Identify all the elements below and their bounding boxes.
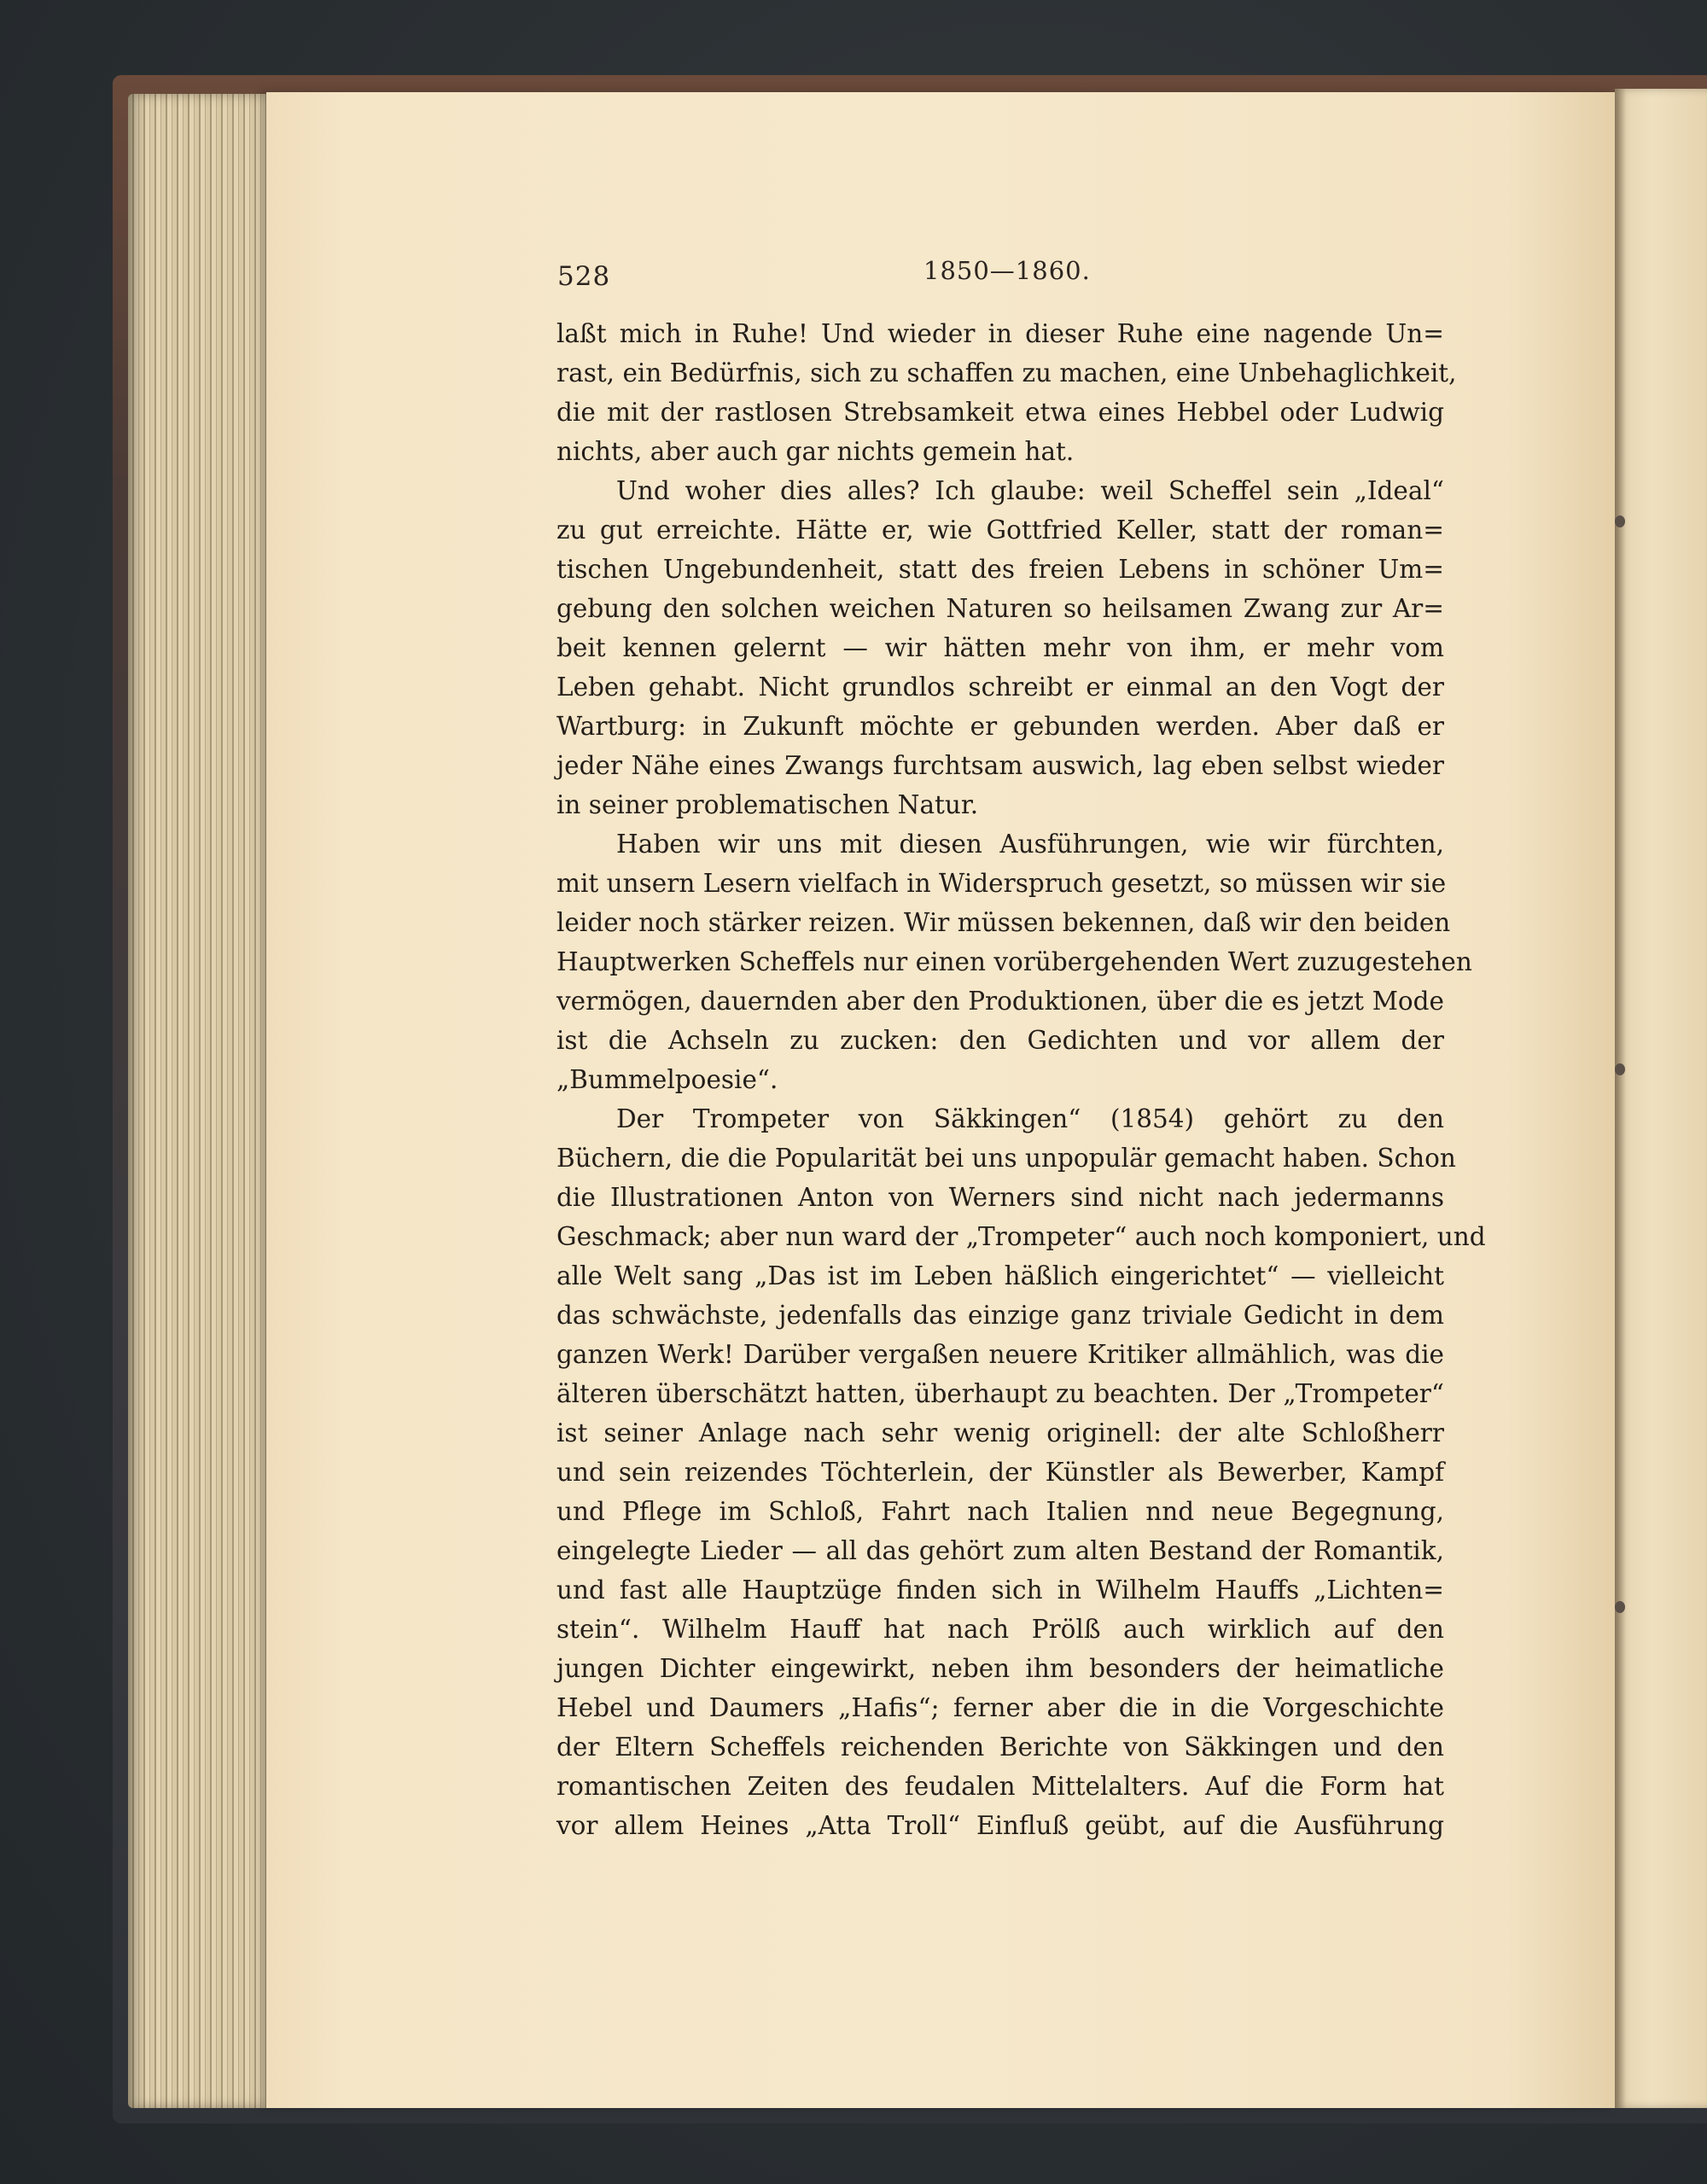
text-line: jungen Dichter eingewirkt, neben ihm besonders der heimatliche xyxy=(556,1654,1444,1683)
text-line: alle Welt sang „Das ist im Leben häßlich eingerichtet“ — vielleicht xyxy=(556,1261,1444,1290)
body-text xyxy=(556,314,1486,1845)
text-line: das schwächste, jedenfalls das einzige ganz triviale Gedicht in dem xyxy=(556,1301,1444,1330)
text-line: Büchern, die die Popularität bei uns unpopulär gemacht haben. Schon xyxy=(556,1144,1456,1173)
text-line: „Bummelpoesie“. xyxy=(556,1065,778,1094)
facing-page-edge xyxy=(1615,89,1707,2108)
text-line: mit unsern Lesern vielfach in Widerspruch gesetzt, so müssen wir sie xyxy=(556,869,1447,898)
text-line: die Illustrationen Anton von Werners sind nicht nach jedermanns xyxy=(556,1183,1444,1212)
page-number: 528 xyxy=(557,261,611,292)
text-line: leider noch stärker reizen. Wir müssen bekennen, daß wir den beiden xyxy=(556,908,1451,937)
text-line: der Eltern Scheffels reichenden Berichte von Säkkingen und den xyxy=(556,1733,1444,1762)
text-line: Wartburg: in Zukunft möchte er gebunden werden. Aber daß er xyxy=(556,712,1444,741)
text-line: Der Trompeter von Säkkingen“ (1854) gehört zu den xyxy=(616,1104,1444,1133)
text-line: und Pflege im Schloß, Fahrt nach Italien nnd neue Begegnung, xyxy=(556,1497,1444,1526)
text-line: gebung den solchen weichen Naturen so heilsamen Zwang zur Ar= xyxy=(556,594,1444,623)
text-line: stein“. Wilhelm Hauff hat nach Prölß auch wirklich auf den xyxy=(556,1615,1444,1644)
text-line: Hauptwerken Scheffels nur einen vorübergehenden Wert zuzugestehen xyxy=(556,947,1472,976)
text-line: nichts, aber auch gar nichts gemein hat. xyxy=(556,437,1075,466)
text-line: romantischen Zeiten des feudalen Mittelalters. Auf die Form hat xyxy=(556,1772,1444,1801)
text-line: rast, ein Bedürfnis, sich zu schaffen zu machen, eine Unbehaglichkeit, xyxy=(556,358,1457,387)
text-line: und fast alle Hauptzüge finden sich in Wilhelm Hauffs „Lichten= xyxy=(556,1575,1444,1605)
text-line: vor allem Heines „Atta Troll“ Einfluß geübt, auf die Ausführung xyxy=(556,1811,1444,1840)
text-line: Leben gehabt. Nicht grundlos schreibt er einmal an den Vogt der xyxy=(556,673,1444,702)
text-line: ganzen Werk! Darüber vergaßen neuere Kritiker allmählich, was die xyxy=(556,1340,1444,1369)
text-line: ist die Achseln zu zucken: den Gedichten und vor allem der xyxy=(556,1026,1444,1055)
text-line: Hebel und Daumers „Hafis“; ferner aber die in die Vorgeschichte xyxy=(556,1693,1444,1722)
text-line: Haben wir uns mit diesen Ausführungen, wie wir fürchten, xyxy=(616,830,1444,859)
text-line: jeder Nähe eines Zwangs furchtsam auswich, lag eben selbst wieder xyxy=(556,751,1444,780)
text-line: älteren überschätzt hatten, überhaupt zu beachten. Der „Trompeter“ xyxy=(556,1379,1444,1408)
binding-dot xyxy=(1615,1063,1625,1075)
text-line: tischen Ungebundenheit, statt des freien Lebens in schöner Um= xyxy=(556,555,1444,584)
text-line: in seiner problematischen Natur. xyxy=(556,790,979,819)
text-line: die mit der rastlosen Strebsamkeit etwa eines Hebbel oder Ludwig xyxy=(556,398,1444,427)
text-line: eingelegte Lieder — all das gehört zum alten Bestand der Romantik, xyxy=(556,1536,1444,1565)
text-line: und sein reizendes Töchterlein, der Künstler als Bewerber, Kampf xyxy=(556,1458,1444,1487)
text-line: laßt mich in Ruhe! Und wieder in dieser Ruhe eine nagende Un= xyxy=(556,319,1444,348)
binding-dot xyxy=(1615,515,1625,527)
running-head: 1850—1860. xyxy=(923,256,1091,285)
text-line: zu gut erreichte. Hätte er, wie Gottfried Keller, statt der roman= xyxy=(556,515,1444,545)
text-line: ist seiner Anlage nach sehr wenig originell: der alte Schloßherr xyxy=(556,1418,1444,1447)
text-line: beit kennen gelernt — wir hätten mehr von ihm, er mehr vom xyxy=(556,633,1444,662)
text-line: vermögen, dauernden aber den Produktionen, über die es jetzt Mode xyxy=(556,987,1444,1016)
binding-dot xyxy=(1615,1601,1625,1613)
text-line: Geschmack; aber nun ward der „Trompeter“ auch noch komponiert, und xyxy=(556,1222,1486,1251)
text-line: Und woher dies alles? Ich glaube: weil Scheffel sein „Ideal“ xyxy=(616,476,1444,505)
